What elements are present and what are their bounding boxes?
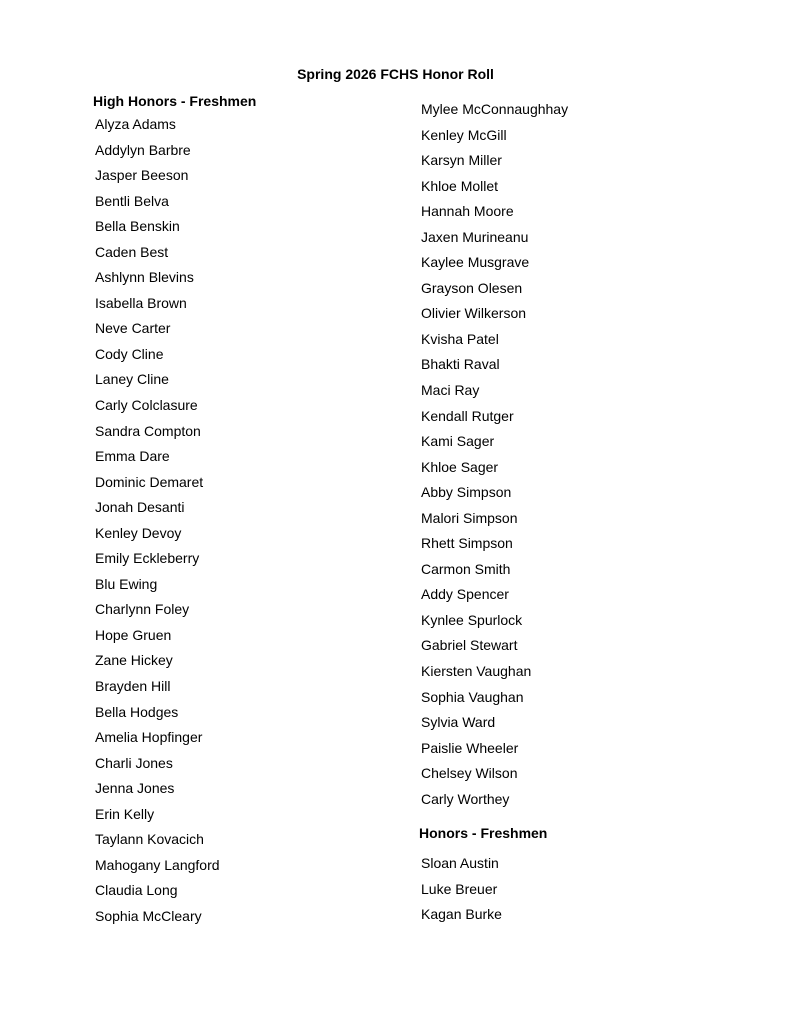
student-name: Carly Worthey [421,790,510,807]
student-name: Charli Jones [95,754,173,771]
student-name: Emma Dare [95,448,170,465]
student-name: Charlynn Foley [95,601,190,618]
student-name: Hannah Moore [421,203,514,220]
student-name: Erin Kelly [95,805,155,822]
student-name: Luke Breuer [421,880,498,897]
high-honors-heading: High Honors - Freshmen [93,93,257,109]
student-name: Abby Simpson [421,484,512,501]
student-name: Neve Carter [95,320,171,337]
page-title: Spring 2026 FCHS Honor Roll [297,66,494,82]
high-honors-list-right [419,97,719,812]
student-name: Chelsey Wilson [421,765,518,782]
student-name: Gabriel Stewart [421,637,518,654]
student-name: Kenley McGill [421,126,507,143]
student-name: Zane Hickey [95,652,173,669]
student-name: Kiersten Vaughan [421,663,532,680]
student-name: Bentli Belva [95,192,169,209]
student-name: Rhett Simpson [421,535,513,552]
right-column [419,97,719,928]
student-name: Amelia Hopfinger [95,729,203,746]
student-name: Sophia Vaughan [421,688,524,705]
student-name: Mahogany Langford [95,856,220,873]
student-name: Bhakti Raval [421,356,500,373]
student-name: Maci Ray [421,382,480,399]
student-name: Khloe Sager [421,458,499,475]
student-name: Jenna Jones [95,780,175,797]
student-name: Jonah Desanti [95,499,185,516]
student-name: Sloan Austin [421,855,499,872]
student-name: Kami Sager [421,433,495,450]
student-name: Kenley Devoy [95,524,182,541]
student-name: Bella Benskin [95,218,180,235]
student-name: Emily Eckleberry [95,550,200,567]
student-name: Sandra Compton [95,422,201,439]
student-name: Claudia Long [95,882,178,899]
student-name: Kaylee Musgrave [421,254,530,271]
honors-list [419,851,719,928]
student-name: Sophia McCleary [95,907,202,924]
student-name: Ashlynn Blevins [95,269,194,286]
student-name: Dominic Demaret [95,473,204,490]
student-name: Carmon Smith [421,560,511,577]
student-name: Laney Cline [95,371,169,388]
student-name: Caden Best [95,243,169,260]
left-column [93,91,393,930]
student-name: Isabella Brown [95,294,187,311]
student-name: Bella Hodges [95,703,179,720]
student-name: Khloe Mollet [421,177,499,194]
student-name: Carly Colclasure [95,397,198,414]
student-name: Kendall Rutger [421,407,514,424]
student-name: Brayden Hill [95,678,171,695]
student-name: Malori Simpson [421,509,518,526]
student-name: Karsyn Miller [421,152,502,169]
student-name: Cody Cline [95,345,164,362]
student-name: Kynlee Spurlock [421,611,523,628]
honors-heading: Honors - Freshmen [419,825,548,842]
student-name: Jasper Beeson [95,167,189,184]
student-name: Mylee McConnaughhay [421,101,569,117]
student-name: Taylann Kovacich [95,831,204,848]
student-name: Paislie Wheeler [421,739,519,756]
high-honors-list-left [93,112,393,930]
student-name: Blu Ewing [95,575,158,592]
student-name: Sylvia Ward [421,714,496,731]
student-name: Kvisha Patel [421,330,499,347]
student-name: Hope Gruen [95,626,172,643]
student-name: Addylyn Barbre [95,141,191,158]
student-name: Alyza Adams [95,116,176,132]
student-name: Addy Spencer [421,586,509,603]
student-name: Kagan Burke [421,906,502,923]
student-name: Jaxen Murineanu [421,228,529,245]
student-name: Grayson Olesen [421,279,523,296]
student-name: Olivier Wilkerson [421,305,527,322]
